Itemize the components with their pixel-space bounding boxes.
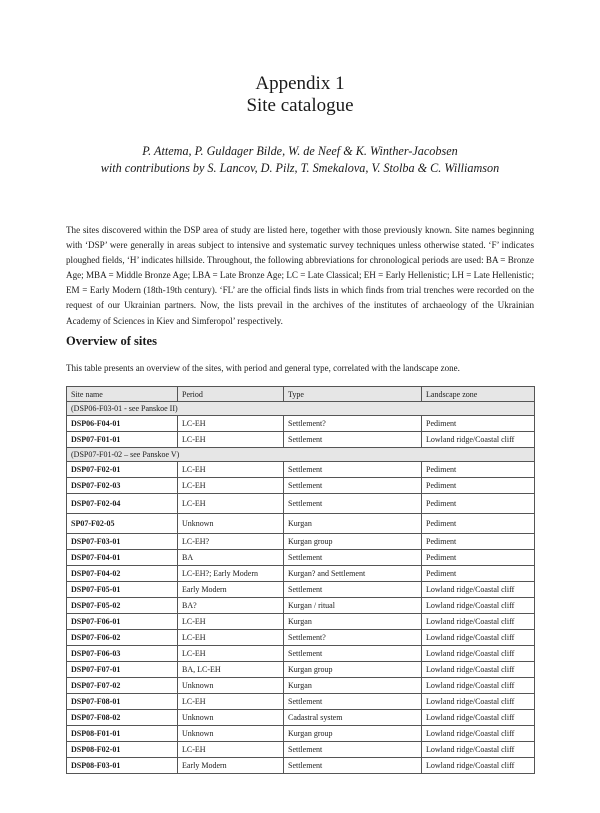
table-row xyxy=(67,494,535,514)
landscape-zone-cell: Pediment xyxy=(422,494,535,514)
site-name-cell: DSP07-F08-02 xyxy=(67,710,178,726)
section-heading: Overview of sites xyxy=(66,334,157,348)
type-cell: Settlement? xyxy=(284,630,422,646)
period-cell: BA? xyxy=(178,598,284,614)
type-cell: Settlement xyxy=(284,550,422,566)
table-row xyxy=(67,514,535,534)
landscape-zone-cell: Lowland ridge/Coastal cliff xyxy=(422,758,535,774)
table-row xyxy=(67,710,535,726)
landscape-zone-cell: Pediment xyxy=(422,514,535,534)
site-name-cell: SP07-F02-05 xyxy=(67,514,178,534)
site-name-cell: DSP07-F02-01 xyxy=(67,462,178,478)
period-cell: LC-EH?; Early Modern xyxy=(178,566,284,582)
site-name-cell: DSP08-F02-01 xyxy=(67,742,178,758)
type-cell: Settlement xyxy=(284,432,422,448)
landscape-zone-cell: Lowland ridge/Coastal cliff xyxy=(422,694,535,710)
period-cell: Early Modern xyxy=(178,582,284,598)
type-cell: Kurgan xyxy=(284,614,422,630)
landscape-zone-cell: Lowland ridge/Coastal cliff xyxy=(422,598,535,614)
landscape-zone-cell: Lowland ridge/Coastal cliff xyxy=(422,432,535,448)
period-cell: LC-EH xyxy=(178,478,284,494)
period-cell: LC-EH xyxy=(178,416,284,432)
table-row xyxy=(67,582,535,598)
site-name-cell: DSP07-F06-01 xyxy=(67,614,178,630)
site-name-cell: DSP07-F06-02 xyxy=(67,630,178,646)
type-cell: Settlement xyxy=(284,742,422,758)
table-row xyxy=(67,662,535,678)
intro-paragraph: The sites discovered within the DSP area of study are listed here, together with those previously known. Site names beginning with ‘DSP’ were generally in areas subject to intensive and systematic survey techniques unless otherwise stated. ‘F’ indicates ploughed fields, ‘H’ indicates hillside. Throughout, the following abbreviations for chronological periods are used: BA = Bronze Age; MBA = Middle Bronze Age; LBA = Late Bronze Age; LC = Late Classical; EH = Early Hellenistic; LH = Late Hellenistic; EM = Early Modern (18th-19th century). ‘FL’ are the official finds lists in which finds from trial trenches were recorded on the request of our Ukrainian partners. Now, the lists prevail in the archives of the institutes of archaeology of the Ukrainian Academy of Sciences in Kiev and Simferopol’ respectively. xyxy=(66,225,534,326)
site-name-cell: DSP08-F03-01 xyxy=(67,758,178,774)
type-cell: Kurgan? and Settlement xyxy=(284,566,422,582)
site-name-cell: DSP07-F02-03 xyxy=(67,478,178,494)
type-cell: Kurgan xyxy=(284,678,422,694)
table-row xyxy=(67,694,535,710)
table-intro-text: This table presents an overview of the sites, with period and general type, correlated with the landscape zone. xyxy=(66,363,460,373)
landscape-zone-cell: Pediment xyxy=(422,462,535,478)
type-cell: Kurgan group xyxy=(284,534,422,550)
section-note-cell: (DSP06-F03-01 - see Panskoe II) xyxy=(67,402,535,416)
site-name-cell: DSP07-F07-02 xyxy=(67,678,178,694)
type-cell: Settlement xyxy=(284,582,422,598)
landscape-zone-cell: Lowland ridge/Coastal cliff xyxy=(422,662,535,678)
period-cell: LC-EH? xyxy=(178,534,284,550)
table-row xyxy=(67,614,535,630)
type-cell: Settlement xyxy=(284,478,422,494)
site-name-cell: DSP07-F06-03 xyxy=(67,646,178,662)
table-section-row xyxy=(67,448,535,462)
type-cell: Settlement xyxy=(284,494,422,514)
table-body xyxy=(67,402,535,774)
table-row xyxy=(67,566,535,582)
period-cell: Unknown xyxy=(178,710,284,726)
landscape-zone-cell: Pediment xyxy=(422,534,535,550)
contributors-line: with contributions by S. Lancov, D. Pilz, T. Smekalova, V. Stolba & C. Williamson xyxy=(100,161,500,175)
type-cell: Kurgan group xyxy=(284,726,422,742)
landscape-zone-cell: Pediment xyxy=(422,550,535,566)
site-name-cell: DSP07-F03-01 xyxy=(67,534,178,550)
site-name-cell: DSP07-F01-01 xyxy=(67,432,178,448)
period-cell: Unknown xyxy=(178,726,284,742)
landscape-zone-cell: Lowland ridge/Coastal cliff xyxy=(422,678,535,694)
landscape-zone-cell: Lowland ridge/Coastal cliff xyxy=(422,646,535,662)
authors-block xyxy=(0,143,600,177)
table-row xyxy=(67,678,535,694)
period-cell: LC-EH xyxy=(178,630,284,646)
landscape-zone-cell: Pediment xyxy=(422,478,535,494)
period-cell: Early Modern xyxy=(178,758,284,774)
period-cell: Unknown xyxy=(178,514,284,534)
period-cell: Unknown xyxy=(178,678,284,694)
table-row xyxy=(67,758,535,774)
period-cell: LC-EH xyxy=(178,432,284,448)
period-cell: BA xyxy=(178,550,284,566)
type-cell: Kurgan / ritual xyxy=(284,598,422,614)
table-row xyxy=(67,534,535,550)
table-section-row xyxy=(67,402,535,416)
site-name-cell: DSP07-F04-02 xyxy=(67,566,178,582)
table-row xyxy=(67,478,535,494)
site-name-cell: DSP06-F04-01 xyxy=(67,416,178,432)
appendix-subtitle: Site catalogue xyxy=(246,95,354,116)
site-name-cell: DSP08-F01-01 xyxy=(67,726,178,742)
site-name-cell: DSP07-F05-02 xyxy=(67,598,178,614)
type-cell: Settlement xyxy=(284,758,422,774)
table-row xyxy=(67,646,535,662)
authors-line: P. Attema, P. Guldager Bilde, W. de Neef & K. Winther-Jacobsen xyxy=(142,144,458,158)
section-note-cell: (DSP07-F01-02 – see Panskoe V) xyxy=(67,448,535,462)
landscape-zone-cell: Pediment xyxy=(422,416,535,432)
type-cell: Cadastral system xyxy=(284,710,422,726)
table-row xyxy=(67,726,535,742)
column-header-site: Site name xyxy=(67,387,178,402)
landscape-zone-cell: Lowland ridge/Coastal cliff xyxy=(422,582,535,598)
table-row xyxy=(67,550,535,566)
table-row xyxy=(67,416,535,432)
landscape-zone-cell: Lowland ridge/Coastal cliff xyxy=(422,614,535,630)
table-row xyxy=(67,432,535,448)
landscape-zone-cell: Pediment xyxy=(422,566,535,582)
site-name-cell: DSP07-F05-01 xyxy=(67,582,178,598)
table-header-row xyxy=(67,387,535,402)
table-row xyxy=(67,742,535,758)
period-cell: LC-EH xyxy=(178,462,284,478)
type-cell: Settlement? xyxy=(284,416,422,432)
column-header-type: Type xyxy=(284,387,422,402)
site-name-cell: DSP07-F02-04 xyxy=(67,494,178,514)
column-header-period: Period xyxy=(178,387,284,402)
table-row xyxy=(67,462,535,478)
period-cell: LC-EH xyxy=(178,614,284,630)
site-name-cell: DSP07-F04-01 xyxy=(67,550,178,566)
period-cell: LC-EH xyxy=(178,646,284,662)
period-cell: LC-EH xyxy=(178,494,284,514)
period-cell: LC-EH xyxy=(178,694,284,710)
landscape-zone-cell: Lowland ridge/Coastal cliff xyxy=(422,710,535,726)
site-table xyxy=(66,386,535,774)
landscape-zone-cell: Lowland ridge/Coastal cliff xyxy=(422,630,535,646)
type-cell: Settlement xyxy=(284,462,422,478)
appendix-title: Appendix 1 xyxy=(255,73,345,94)
table-row xyxy=(67,630,535,646)
period-cell: BA, LC-EH xyxy=(178,662,284,678)
site-name-cell: DSP07-F08-01 xyxy=(67,694,178,710)
type-cell: Kurgan xyxy=(284,514,422,534)
landscape-zone-cell: Lowland ridge/Coastal cliff xyxy=(422,726,535,742)
landscape-zone-cell: Lowland ridge/Coastal cliff xyxy=(422,742,535,758)
table-row xyxy=(67,598,535,614)
type-cell: Settlement xyxy=(284,646,422,662)
site-name-cell: DSP07-F07-01 xyxy=(67,662,178,678)
type-cell: Settlement xyxy=(284,694,422,710)
column-header-zone: Landscape zone xyxy=(422,387,535,402)
period-cell: LC-EH xyxy=(178,742,284,758)
type-cell: Kurgan group xyxy=(284,662,422,678)
